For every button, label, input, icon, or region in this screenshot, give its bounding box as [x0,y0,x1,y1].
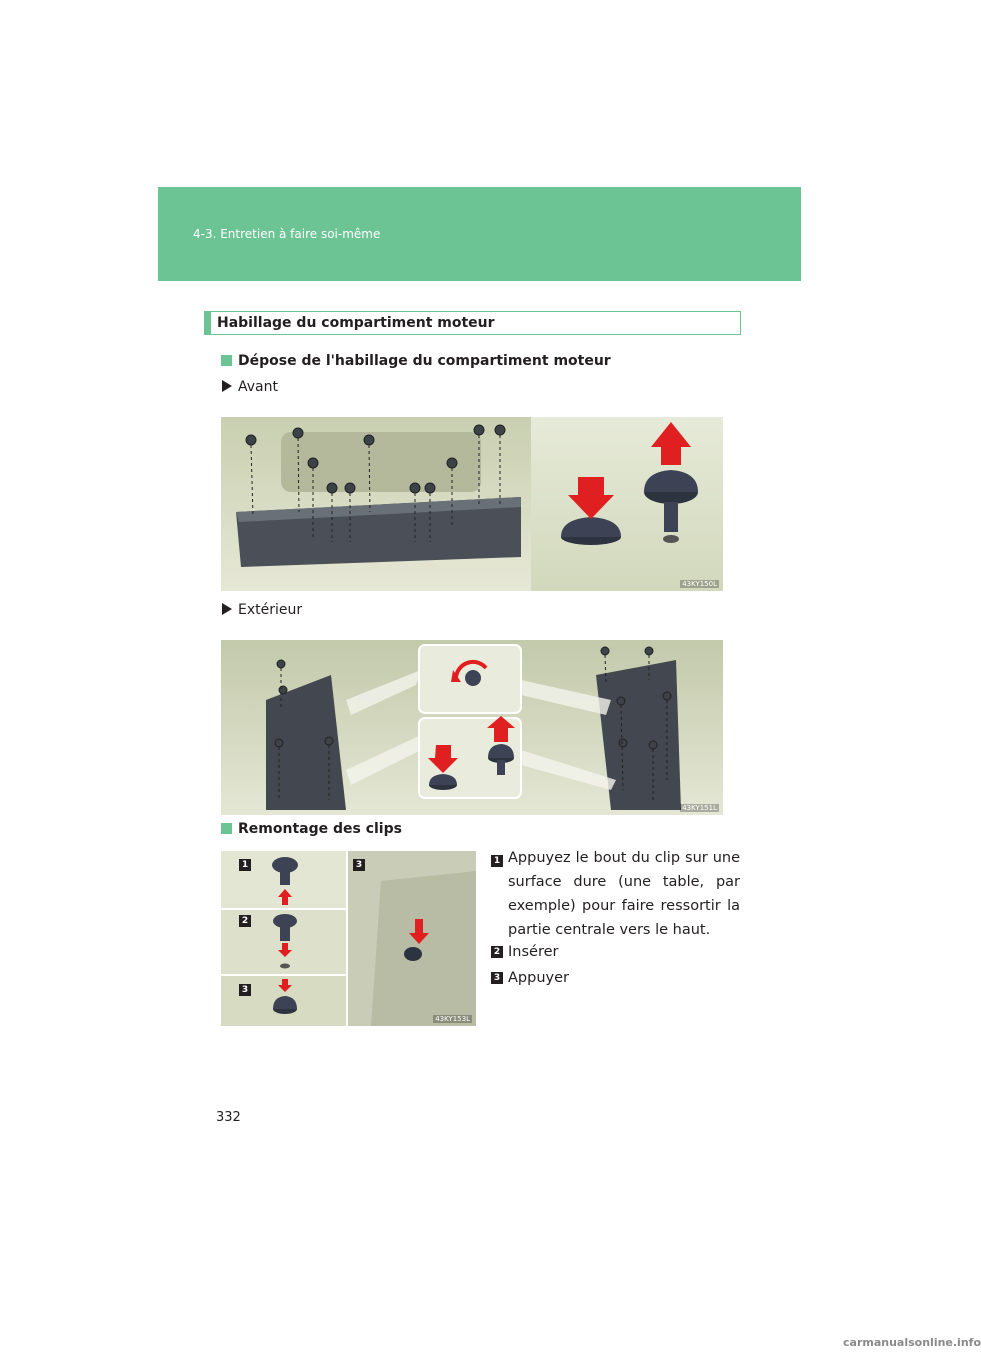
step-marker-2: 2 [239,915,251,927]
triangle-bullet-icon [222,603,232,615]
step-marker-1: 1 [239,859,251,871]
section-title: Habillage du compartiment moteur [217,315,495,331]
bullet-front: Avant [222,379,278,395]
step-text-3: Appuyer [508,970,569,986]
figure-clip-refit [221,851,476,1026]
subheading-refit: Remontage des clips [221,821,402,837]
figure-outer-covers [221,640,723,815]
page-number: 332 [216,1110,241,1125]
step-marker-3: 3 [239,984,251,996]
figure-code: 43KY153L [435,1015,470,1023]
square-bullet-icon [221,823,232,834]
section-accent [205,312,211,334]
figure-front-cover [221,417,723,591]
bullet-outer: Extérieur [222,602,302,618]
step-number-1: 1 [491,855,503,867]
step-marker-3-photo: 3 [353,859,365,871]
chapter-header [158,187,801,281]
subheading-removal: Dépose de l'habillage du compartiment moteur [221,353,611,369]
square-bullet-icon [221,355,232,366]
triangle-bullet-icon [222,380,232,392]
step-number-3: 3 [491,972,503,984]
step-number-2: 2 [491,946,503,958]
footer-watermark: carmanualsonline.info [843,1336,981,1349]
figure-code: 43KY150L [682,580,717,588]
chapter-title: 4-3. Entretien à faire soi-même [193,227,381,241]
step-text-1: Appuyez le bout du clip sur une surface dure (une table, par exemple) pour faire ressortir la partie centrale vers le haut. [508,850,740,938]
step-text-2: Insérer [508,944,559,960]
figure-code: 43KY151L [682,804,717,812]
section-title-bar [204,311,741,335]
